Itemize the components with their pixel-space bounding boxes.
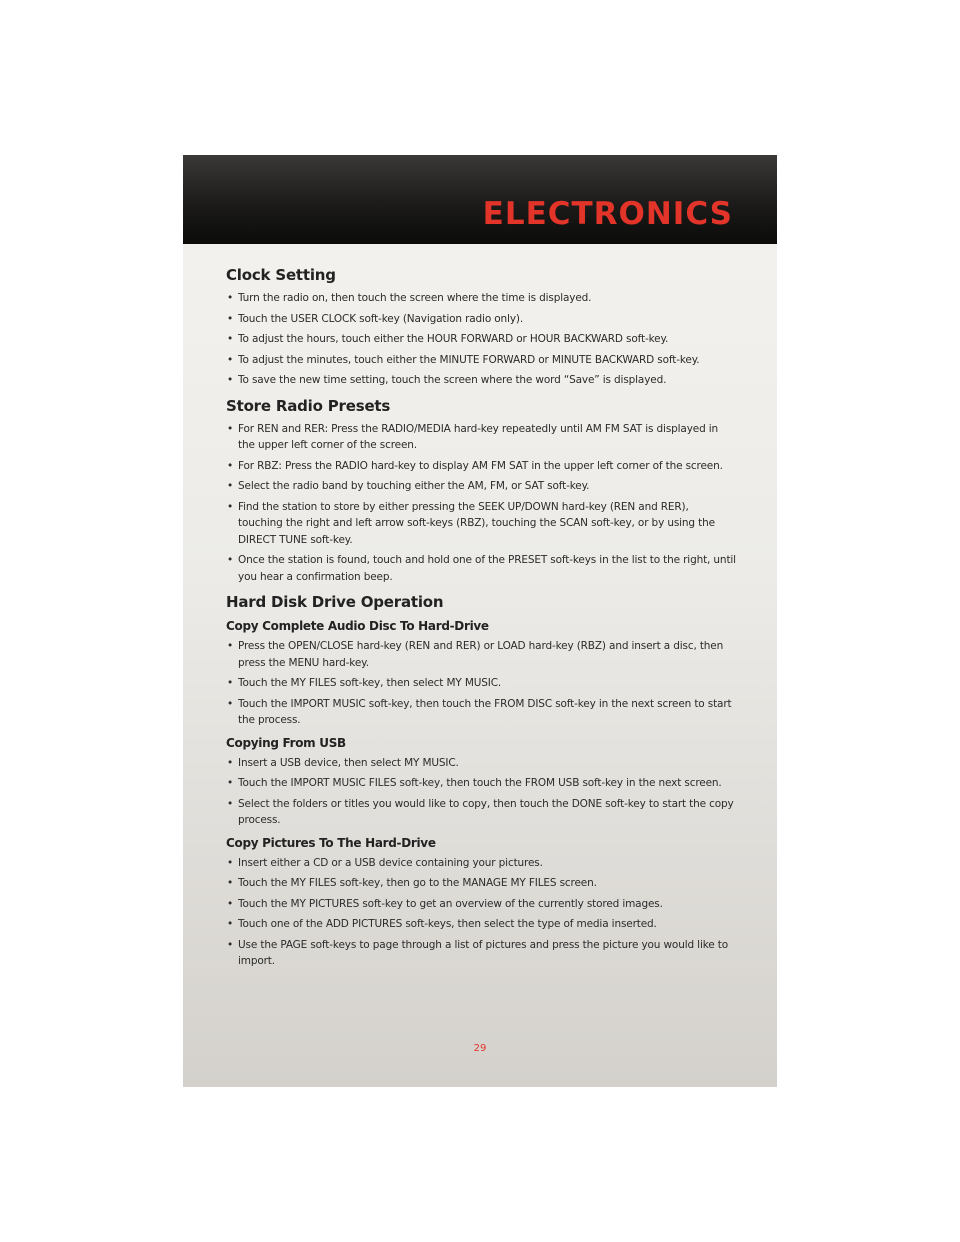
manual-page (183, 155, 777, 1087)
store-radio-presets-list (226, 421, 736, 586)
list-item: • For REN and RER: Press the RADIO/MEDIA hard-key repeatedly until AM FM SAT is displayed in the upper left corner of the screen. (226, 421, 736, 454)
list-item: • To adjust the minutes, touch either the MINUTE FORWARD or MINUTE BACKWARD soft-key. (226, 352, 736, 369)
list-item: • Find the station to store by either pressing the SEEK UP/DOWN hard-key (REN and RER), touching the right and left arrow soft-keys (RBZ), touching the SCAN soft-key, or by using the DIRECT TUNE soft-key. (226, 499, 736, 549)
section-title-clock-setting: Clock Setting (226, 266, 336, 284)
list-item: • Touch the IMPORT MUSIC soft-key, then touch the FROM DISC soft-key in the next screen to start the process. (226, 696, 736, 729)
page-content (226, 265, 736, 974)
list-item: • Touch the MY FILES soft-key, then go to the MANAGE MY FILES screen. (226, 875, 736, 892)
list-item: • Insert a USB device, then select MY MUSIC. (226, 755, 736, 772)
list-item: • Touch the MY PICTURES soft-key to get an overview of the currently stored images. (226, 896, 736, 913)
list-item: • Touch the IMPORT MUSIC FILES soft-key, then touch the FROM USB soft-key in the next screen. (226, 775, 736, 792)
page-number: 29 (473, 1043, 487, 1054)
subsection-title-copying-from-usb: Copying From USB (226, 735, 346, 750)
list-item: • Select the folders or titles you would like to copy, then touch the DONE soft-key to start the copy process. (226, 796, 736, 829)
section-header-bar (183, 155, 777, 244)
subsection-title-copy-audio-disc: Copy Complete Audio Disc To Hard-Drive (226, 619, 489, 633)
list-item: • Touch one of the ADD PICTURES soft-keys, then select the type of media inserted. (226, 916, 736, 933)
list-item: • Select the radio band by touching either the AM, FM, or SAT soft-key. (226, 478, 736, 495)
list-item: • Turn the radio on, then touch the screen where the time is displayed. (226, 290, 736, 307)
list-item: • To adjust the hours, touch either the HOUR FORWARD or HOUR BACKWARD soft-key. (226, 331, 736, 348)
section-header-title: ELECTRONICS (482, 196, 733, 232)
subsection-title-copy-pictures: Copy Pictures To The Hard-Drive (226, 835, 436, 850)
clock-setting-list (226, 290, 736, 389)
list-item: • Once the station is found, touch and hold one of the PRESET soft-keys in the list to the right, until you hear a confirmation beep. (226, 552, 736, 585)
section-title-hard-disk-drive-operation: Hard Disk Drive Operation (226, 593, 444, 611)
copy-audio-disc-list (226, 638, 736, 729)
list-item: • Touch the USER CLOCK soft-key (Navigation radio only). (226, 311, 736, 328)
section-title-store-radio-presets: Store Radio Presets (226, 396, 391, 415)
list-item: • Use the PAGE soft-keys to page through a list of pictures and press the picture you would like to import. (226, 937, 736, 970)
list-item: • Press the OPEN/CLOSE hard-key (REN and RER) or LOAD hard-key (RBZ) and insert a disc, then press the MENU hard-key. (226, 638, 736, 671)
list-item: • Touch the MY FILES soft-key, then select MY MUSIC. (226, 675, 736, 692)
copy-pictures-list (226, 855, 736, 970)
copying-from-usb-list (226, 755, 736, 829)
list-item: • For RBZ: Press the RADIO hard-key to display AM FM SAT in the upper left corner of the screen. (226, 458, 736, 475)
list-item: • Insert either a CD or a USB device containing your pictures. (226, 855, 736, 872)
list-item: • To save the new time setting, touch the screen where the word “Save” is displayed. (226, 372, 736, 389)
